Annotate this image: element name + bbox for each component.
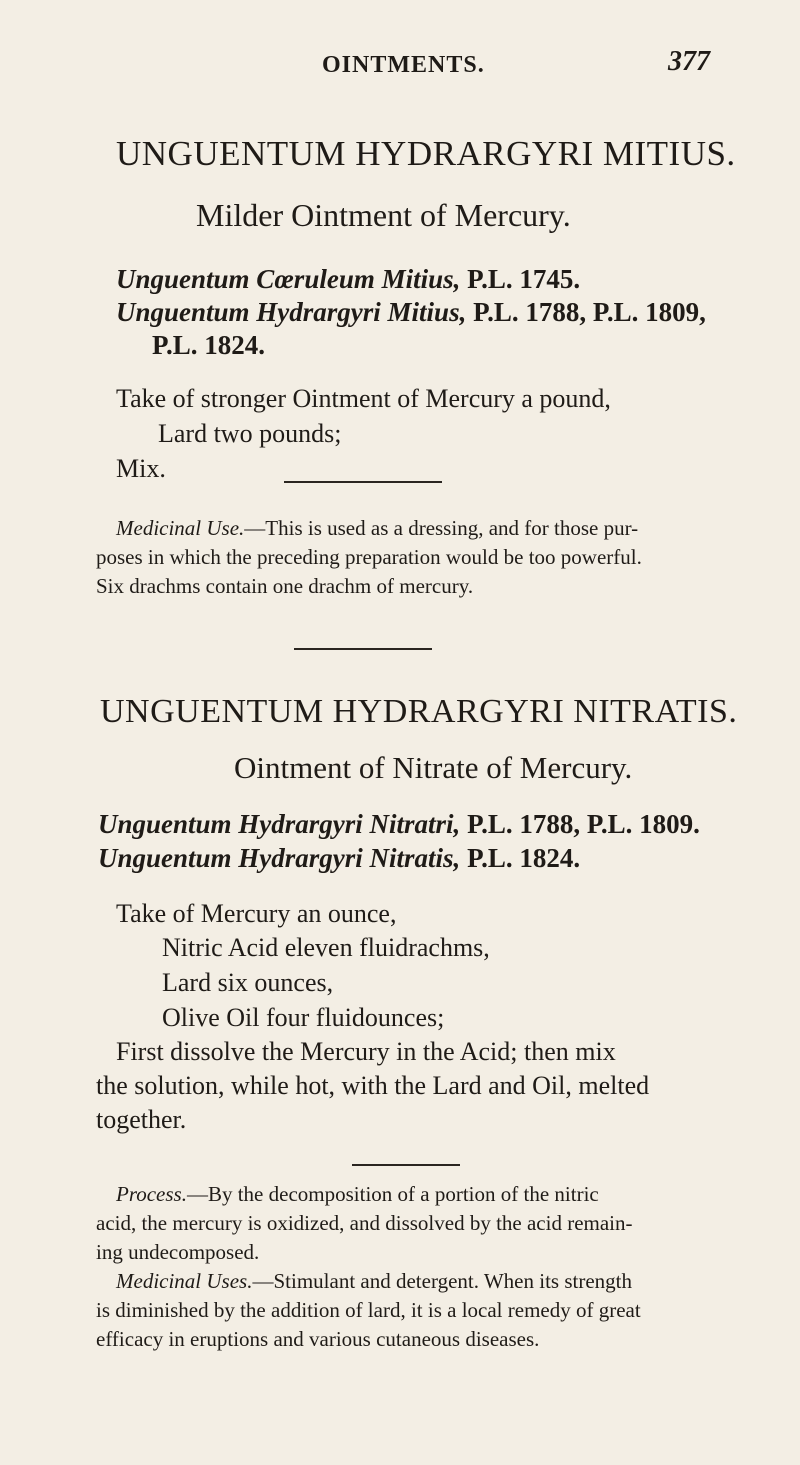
process-line: acid, the mercury is oxidized, and dissolved by the acid remain- [96,1211,633,1235]
page-number: 377 [668,46,710,77]
synonym-refs: P.L. 1745. [467,264,581,294]
short-rule [284,481,442,483]
process-label: Process. [116,1182,187,1206]
recipe-line: together. [96,1105,187,1134]
synonym-name: Unguentum Hydrargyri Nitratri, [98,809,461,839]
medicinal-uses-text: —Stimulant and detergent. When its strength [252,1269,632,1293]
running-head: OINTMENTS. [322,52,485,78]
section2-subtitle: Ointment of Nitrate of Mercury. [234,750,633,785]
medicinal-uses-label: Medicinal Uses. [116,1269,253,1293]
section-divider [294,648,432,650]
recipe-line: Olive Oil four fluidounces; [162,1003,445,1032]
synonym-line [152,330,265,361]
recipe-line: the solution, while hot, with the Lard and Oil, melted [96,1071,650,1100]
process-text: —By the decomposition of a portion of the nitric [186,1182,599,1206]
medicinal-use-label: Medicinal Use. [116,516,245,540]
recipe-line: First dissolve the Mercury in the Acid; then mix [116,1037,616,1066]
synonym-line [116,297,706,328]
synonym-line [98,843,580,874]
section1-title: UNGUENTUM HYDRARGYRI MITIUS. [116,134,736,173]
synonym-line [116,264,580,295]
section1-subtitle: Milder Ointment of Mercury. [196,197,571,233]
recipe-line: Lard two pounds; [158,419,342,448]
medicinal-use-text: —This is used as a dressing, and for those pur- [244,516,639,540]
medicinal-use-line: Six drachms contain one drachm of mercury. [96,574,474,598]
recipe-line: Take of Mercury an ounce, [116,899,397,928]
synonym-name: Unguentum Hydrargyri Mitius, [116,297,467,327]
medicinal-use-line: poses in which the preceding preparation would be too powerful. [96,545,642,569]
medicinal-use-line [116,516,638,541]
synonym-line [98,809,700,840]
recipe-line: Lard six ounces, [162,968,334,997]
recipe-line: Take of stronger Ointment of Mercury a pound, [116,384,611,413]
process-line [116,1182,599,1207]
medicinal-uses-line: is diminished by the addition of lard, it is a local remedy of great [96,1298,641,1322]
medicinal-uses-line [116,1269,632,1294]
process-line: ing undecomposed. [96,1240,260,1264]
synonym-name: Unguentum Hydrargyri Nitratis, [98,843,461,873]
section2-title: UNGUENTUM HYDRARGYRI NITRATIS. [100,693,738,730]
synonym-name: Unguentum Cœruleum Mitius, [116,264,461,294]
medicinal-uses-line: efficacy in eruptions and various cutaneous diseases. [96,1327,540,1351]
synonym-refs: P.L. 1788, P.L. 1809, [473,297,706,327]
short-rule [352,1164,460,1166]
synonym-refs: P.L. 1824. [467,843,581,873]
recipe-line: Nitric Acid eleven fluidrachms, [162,933,490,962]
synonym-refs: P.L. 1824. [152,330,266,360]
recipe-line: Mix. [116,454,166,483]
synonym-refs: P.L. 1788, P.L. 1809. [467,809,700,839]
